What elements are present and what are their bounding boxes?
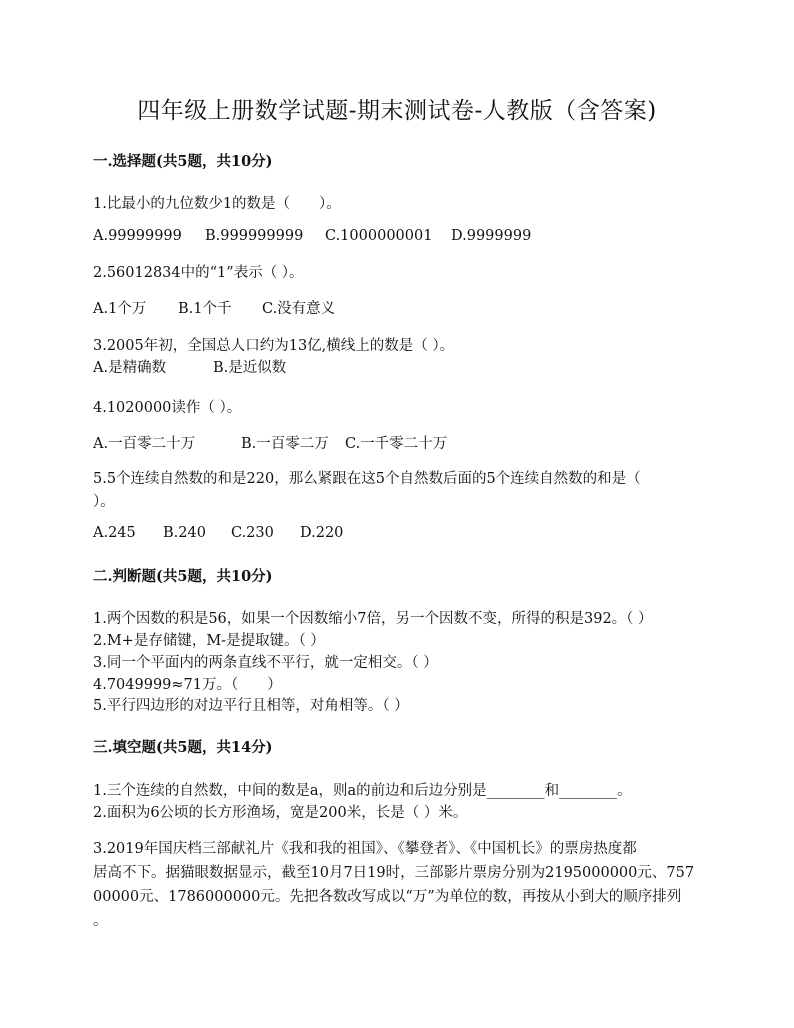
judge-question-1: 1.两个因数的积是56，如果一个因数缩小7倍，另一个因数不变，所得的积是392。（ ） [93,611,653,627]
option-c: C.没有意义 [262,301,336,317]
option-c: C.一千零二十万 [345,436,448,452]
option-d: D.9999999 [451,228,532,244]
judge-question-3: 3.同一个平面内的两条直线不平行，就一定相交。（ ） [93,655,438,671]
option-b: B.是近似数 [213,360,287,376]
choice-question-3: 3.2005年初，全国总人口约为13亿,横线上的数是（ ）。 [93,338,455,354]
choice-question-5-cont: ）。 [93,494,115,510]
page-title: 四年级上册数学试题-期末测试卷-人教版（含答案) [137,98,657,124]
judge-question-2: 2.M+是存储键，M-是提取键。（ ） [93,633,325,649]
choice-options-4 [93,432,447,453]
section-heading-fill: 三.填空题(共5题，共14分) [93,739,273,756]
choice-question-2: 2.56012834中的“1”表示（ ）。 [93,265,304,281]
option-b: B.一百零二万 [241,436,329,452]
option-a: A.是精确数 [93,360,167,376]
option-c: C.1000000001 [325,228,433,244]
choice-options-1 [93,228,531,244]
fill-question-3-line-2: 居高不下。据猫眼数据显示，截至10月7日19时，三部影片票房分别为2195000000元、757 [93,865,695,881]
option-b: B.1个千 [178,301,232,317]
fill-question-2: 2.面积为6公顷的长方形渔场，宽是200米，长是（ ）米。 [93,805,468,821]
choice-question-1: 1.比最小的九位数少1的数是（ ）。 [93,196,341,212]
fill-question-3-line-4: 。 [93,913,108,929]
section-heading-judge: 二.判断题(共5题，共10分) [93,568,273,585]
choice-question-5: 5.5个连续自然数的和是220，那么紧跟在这5个自然数后面的5个连续自然数的和是（ [93,471,641,487]
option-b: B.240 [163,525,206,541]
option-a: A.245 [93,525,136,541]
option-a: A.99999999 [93,228,182,244]
option-a: A.1个万 [93,301,147,317]
option-c: C.230 [231,525,274,541]
option-d: D.220 [300,525,344,541]
choice-options-3 [93,356,286,377]
judge-question-5: 5.平行四边形的对边平行且相等，对角相等。（ ） [93,698,409,714]
option-b: B.999999999 [205,228,304,244]
choice-options-2 [93,297,335,318]
section-heading-choice: 一.选择题(共5题，共10分) [93,153,273,170]
judge-question-4: 4.7049999≈71万。（ ） [93,677,282,693]
choice-question-4: 4.1020000读作（ ）。 [93,400,242,416]
fill-question-1: 1.三个连续的自然数，中间的数是a，则a的前边和后边分别是________和________。 [93,783,632,799]
fill-question-3: 3.2019年国庆档三部献礼片《我和我的祖国》、《攀登者》、《中国机长》的票房热度都 [93,841,637,857]
fill-question-3-line-3: 00000元、1786000000元。先把各数改写成以“万”为单位的数，再按从小到大的顺序排列 [93,889,682,905]
choice-options-5 [93,525,343,541]
option-a: A.一百零二十万 [93,436,196,452]
